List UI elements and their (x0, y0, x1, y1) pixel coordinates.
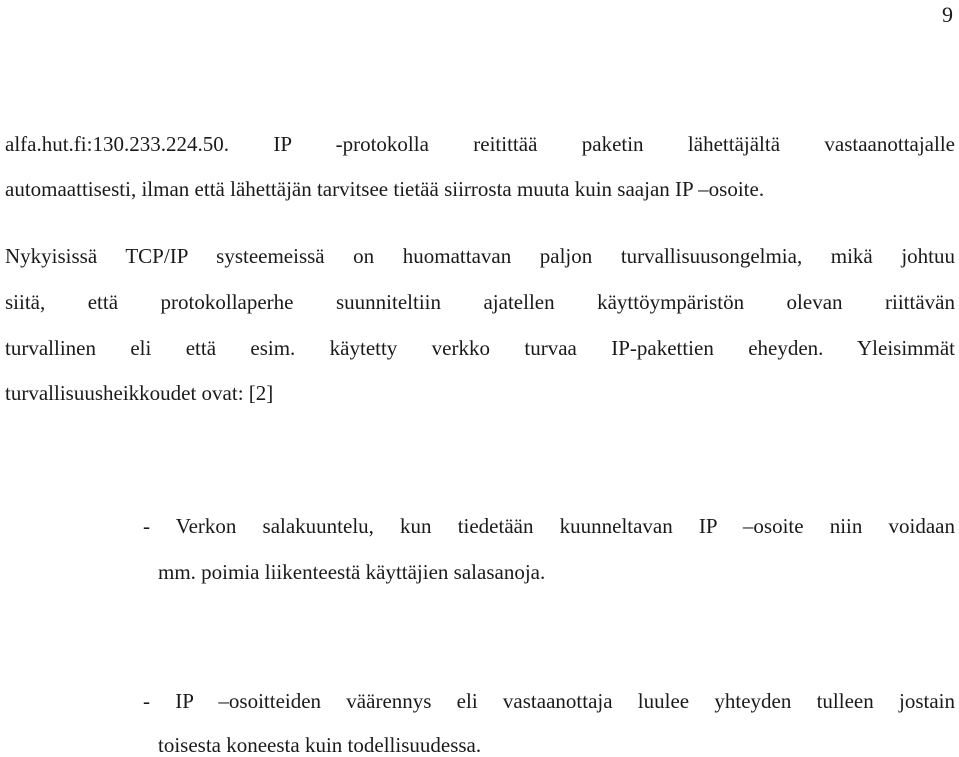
page-number: 9 (942, 2, 953, 27)
list-item-line: - IP –osoitteiden väärennys eli vastaanottaja luulee yhteyden tulleen jostain (143, 689, 955, 713)
paragraph-line: automaattisesti, ilman että lähettäjän tarvitsee tietää siirrosta muuta kuin saajan IP –osoite. (5, 177, 765, 201)
list-item-line: mm. poimia liikenteestä käyttäjien salasanoja. (158, 560, 546, 584)
paragraph-line: siitä, että protokollaperhe suunniteltiin ajatellen käyttöympäristön olevan riittävän (5, 290, 955, 314)
list-item-line: toisesta koneesta kuin todellisuudessa. (158, 733, 482, 757)
paragraph-line: alfa.hut.fi:130.233.224.50. IP -protokolla reitittää paketin lähettäjältä vastaanottajalle (5, 132, 955, 156)
paragraph-line: turvallinen eli että esim. käytetty verkko turvaa IP-pakettien eheyden. Yleisimmät (5, 336, 955, 360)
paragraph-line: turvallisuusheikkoudet ovat: [2] (5, 381, 274, 405)
list-item-line: - Verkon salakuuntelu, kun tiedetään kuunneltavan IP –osoite niin voidaan (143, 514, 955, 538)
paragraph-line: Nykyisissä TCP/IP systeemeissä on huomattavan paljon turvallisuusongelmia, mikä johtuu (5, 244, 955, 268)
